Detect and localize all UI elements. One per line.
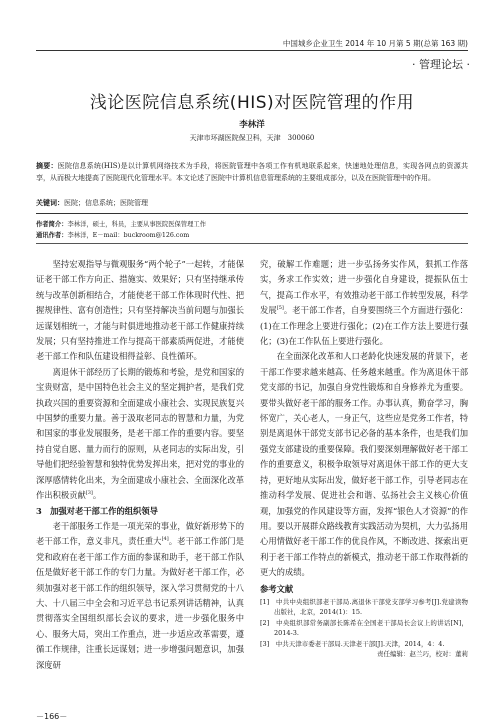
keywords-label: 关键词： [36, 198, 64, 207]
author-intro-label: 作者简介： [36, 221, 68, 228]
references-heading: 参考文献 [260, 583, 294, 594]
body-paragraph [36, 519, 244, 673]
abstract [36, 160, 468, 184]
article-author: 李林洋 [239, 120, 265, 130]
citation-mark: [4] [161, 536, 169, 543]
body-paragraph [260, 257, 468, 349]
body-paragraph: 在全面深化改革和人口老龄化快速发展的背景下，老干部工作要求越来越高、任务越来越重。作为离退休干部党支部的书记，加强自身党性锻炼和自身修养尤为重要。要带头做好老干部的服务工作。办事认真，勤奋学习，胸怀宽广，关心老人，一身正气，这些应是党务工作者，特别是离退休干部党支部书记必备的基本条件，也是我们加强党支部建设的重要保障。我们要深刻理解做好老干部工作的重要意义，积极争取领导对离退休干部工作的更大支持，更好地从实际出发，做好老干部工作，引导老同志在推动科学发展、促进社会和谐、弘扬社会主义核心价值观，加强党的作风建设等方面，发挥“银色人才资源”的作用。要以开展群众路线教育实践活动为契机，大力弘扬用心用情做好老干部工作的优良作风，不断改进、探索出更利于老干部工作特点的新模式，推动老干部工作取得新的更大的成绩。 [260, 351, 468, 578]
abstract-label: 摘要： [36, 161, 58, 170]
reference-item: [2] 中央组织部常务副部长陈希在全国老干部局长会议上的讲话[N]，2014-3. [260, 618, 468, 638]
reference-item: [1] 中共中央组织部老干部局.离退休干部党支部学习参考[J].党建读物出版社，北京，2014(1)：15. [260, 597, 468, 617]
body-paragraph [36, 365, 244, 504]
author-intro-text: 李林洋，硕士，科员，主要从事医院医保管理工作 [67, 221, 207, 228]
contact-text: 李林洋，E－mail：buckroom@126.com [67, 232, 190, 239]
contact-label: 通讯作者： [36, 232, 68, 239]
editor-credit: 责任编辑：赵兰巧，校对：董莉 [377, 650, 468, 659]
citation-mark: [5] [276, 305, 284, 312]
reference-item: [3] 中共天津市委老干部局.天津老干部[J].天津，2014，4：4. [260, 639, 445, 648]
body-paragraph: 坚持宏观指导与微观服务“两个轮子”一起转，才能保证老干部工作方向正、措施实、效果好；只有坚持继承传统与改革创新相结合，才能使老干部工作体现时代性、把握规律性、富有创造性；只有坚持解决当前问题与加强长远谋划相统一，才能与时俱进地推动老干部工作健康持续发展；只有坚持推进工作与提高干部素质两促进，才能使老干部工作和队伍建设相得益彰、良性循环。 [36, 259, 244, 362]
page-number: －166－ [36, 712, 68, 721]
citation-mark: [3] [85, 490, 93, 497]
front-matter-rule [36, 243, 468, 244]
author-affiliation: 天津市环湖医院保卫科，天津 300060 [189, 134, 315, 142]
running-head: 中国城乡企业卫生 2014 年 10 月第 5 期(总第 163 期) [282, 39, 468, 48]
paragraph-text: 老干部服务工作是一项光荣的事业，做好新形势下的老干部工作，意义非凡，责任重大 [36, 520, 244, 547]
section-heading: 3 加强对老干部工作的组织领导 [36, 505, 158, 516]
column-tag: · 管理论坛 · [412, 58, 470, 71]
author-info [36, 219, 468, 241]
keywords-text: 医院；信息系统；医院管理 [64, 199, 148, 207]
left-column [36, 257, 244, 673]
header-rule [36, 50, 468, 51]
paragraph-text: 。老干部工作者，自身要围绕三个方面进行强化：(1)在工作理念上要进行强化；(2)在工作方法上要进行强化；(3)在工作队伍上要进行强化。 [260, 305, 468, 347]
paragraph-end: 。 [92, 490, 102, 501]
abstract-text: 医院信息系统(HIS)是以计算机网络技术为手段，将医院管理中各项工作有机地联系起来，快速地处理信息，实现各网点的资源共享，从而极大地提高了医院现代化管理水平。本文论述了医院中计算机信息管理系统的主要组成部分，以及在医院管理中的作用。 [36, 162, 468, 182]
paragraph-text: 究，破解工作难题；进一步弘扬务实作风，狠抓工作落实，务求工作实效；进一步强化自身建设，提振队伍士气，提高工作水平，有效推动老干部工作转型发展，科学发展 [260, 259, 468, 316]
keywords [36, 198, 468, 208]
right-column [260, 257, 468, 660]
paragraph-text: 。老干部工作部门是党和政府在老干部工作方面的参谋和助手，老干部工作队伍是做好老干部工作的专门力量。为做好老干部工作，必须加强对老干部工作的组织领导，深入学习贯彻党的十八大、十八届三中全会和习近平总书记系列讲话精神，认真贯彻落实全国组织部长会议的要求，进一步强化服务中心、服务大局，突出工作重点，进一步适应改革需要，遵循工作规律，注重长远谋划；进一步增强问题意识，加强深度研 [36, 536, 244, 670]
article-title: 浅论医院信息系统(HIS)对医院管理的作用 [89, 93, 415, 113]
paragraph-text: 离退休干部经历了长期的锻炼和考验，是党和国家的宝贵财富，是中国特色社会主义的坚定拥护者，是我们党执政兴国的重要资源和全面建成小康社会、实现民族复兴中国梦的重要力量。善于汲取老同志的智慧和力量，为党和国家的事业发展服务，是老干部工作的重要内容。要坚持自觉自愿、量力而行的原则，从老同志的实际出发，引导他们把经验智慧和独特优势发挥出来，把对党的事业的深厚感情转化出来，为全面建成小康社会、全面深化改革作出积极贡献 [36, 366, 244, 501]
abstract-rule [36, 213, 468, 214]
author-intro [36, 219, 468, 230]
contact-author [36, 230, 468, 241]
